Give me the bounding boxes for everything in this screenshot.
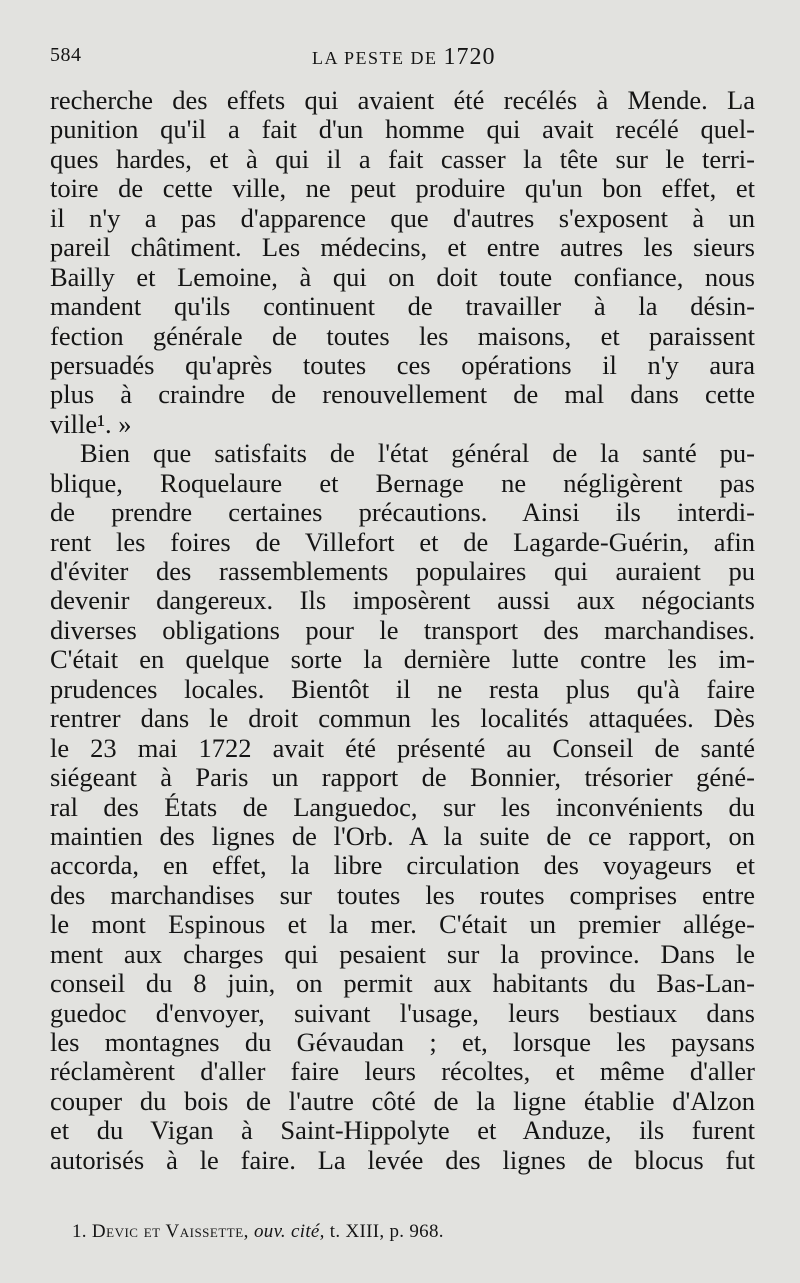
text-line: il n'y a pas d'apparence que d'autres s'exposent à un [50,202,755,233]
footnote-reference: t. XIII, p. 968. [329,1221,444,1242]
text-line: accorda, en effet, la libre circulation des voyageurs et [50,850,755,881]
text-line: d'éviter des rassemblements populaires qui auraient pu [50,556,755,586]
text-line: diverses obligations pour le transport des marchandises. [50,614,755,645]
paragraph [50,439,755,1175]
text-line: recherche des effets qui avaient été recélés à Mende. La [50,85,755,115]
body-text [50,86,755,1175]
text-line: prudences locales. Bientôt il ne resta plus qu'à faire [50,673,755,704]
text-line: guedoc d'envoyer, suivant l'usage, leurs bestiaux dans [50,997,755,1028]
text-line: fection générale de toutes les maisons, et paraissent [50,320,755,351]
text-line: Bien que satisfaits de l'état général de la santé pu- [80,438,755,469]
text-line: et du Vigan à Saint-Hippolyte et Anduze, ils furent [50,1115,755,1146]
text-line: pareil châtiment. Les médecins, et entre autres les sieurs [50,232,755,263]
text-line: couper du bois de l'autre côté de la ligne établie d'Alzon [50,1085,755,1116]
text-line: ment aux charges qui pesaient sur la province. Dans le [50,938,755,969]
footnote-number: 1. [72,1221,87,1242]
footnote-authors: Devic et Vaissette, [91,1221,249,1242]
text-line: blique, Roquelaure et Bernage ne négligèrent pas [50,467,755,498]
text-line: Bailly et Lemoine, à qui on doit toute confiance, nous [50,261,755,292]
text-line: siégeant à Paris un rapport de Bonnier, trésorier géné- [50,762,755,793]
running-title-year: 1720 [443,44,496,70]
text-line: plus à craindre de renouvellement de mal dans cette [50,379,755,410]
footnote [72,1221,444,1243]
page-header [50,40,760,70]
text-line: maintien des lignes de l'Orb. A la suite de ce rapport, on [50,820,755,851]
text-line: rentrer dans le droit commun les localités attaquées. Dès [50,703,755,734]
text-line: de prendre certaines précautions. Ainsi ils interdi- [50,497,755,528]
text-line: le mont Espinous et la mer. C'était un premier allége- [50,909,755,940]
text-line: le 23 mai 1722 avait été présenté au Conseil de santé [50,732,755,763]
text-line: des marchandises sur toutes les routes comprises entre [50,879,755,910]
text-line: persuadés qu'après toutes ces opérations il n'y aura [50,349,755,380]
paragraph-continued [50,86,755,439]
text-line: devenir dangereux. Ils imposèrent aussi aux négociants [50,585,755,616]
text-line: autorisés à le faire. La levée des lignes de blocus fut [50,1144,755,1175]
text-line: toire de cette ville, ne peut produire qu'un bon effet, et [50,173,755,204]
text-line: ques hardes, et à qui il a fait casser la tête sur le terri- [50,143,755,174]
page-number: 584 [50,44,82,66]
footnote-work: ouv. cité, [254,1221,325,1242]
running-title-text: LA PESTE DE [312,48,444,68]
text-line: punition qu'il a fait d'un homme qui avait recélé quel- [50,114,755,145]
text-line: ville¹. » [50,408,132,439]
text-line: conseil du 8 juin, on permit aux habitants du Bas-Lan- [50,968,755,999]
text-line: C'était en quelque sorte la dernière lutte contre les im- [50,644,755,675]
text-line: mandent qu'ils continuent de travailler à la désin- [50,291,755,322]
text-line: ral des États de Languedoc, sur les inconvénients du [50,791,755,822]
text-line: les montagnes du Gévaudan ; et, lorsque les paysans [50,1027,755,1057]
running-title [312,44,496,71]
text-line: réclamèrent d'aller faire leurs récoltes, et même d'aller [50,1056,755,1087]
text-line: rent les foires de Villefort et de Lagarde-Guérin, afin [50,526,755,557]
